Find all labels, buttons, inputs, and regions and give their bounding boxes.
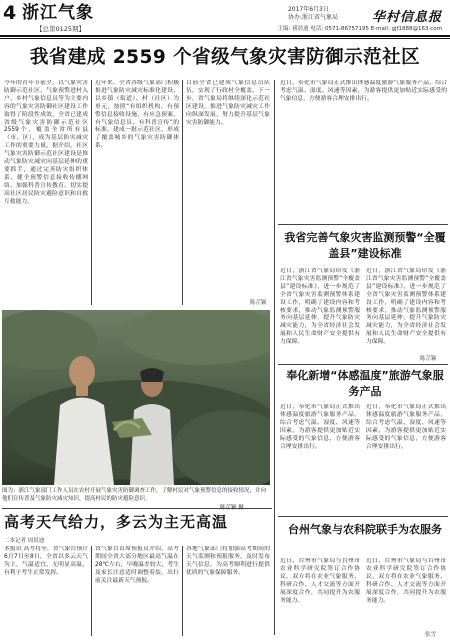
section-title: 浙江气象 xyxy=(22,3,94,23)
sidebar-top-text: 近日，奉化市气象局正式推出体感温度旅游气象服务产品，综合考虑气温、湿度、风速等因素，为游客提供更加贴近实际感受的气象信息，方便游客合理安排出行。 xyxy=(280,80,447,102)
page-number: 4 xyxy=(3,2,17,24)
news-photo xyxy=(2,310,270,485)
editor-info xyxy=(278,24,442,32)
second-article-col3: 各地气象部门将加强高考期间的天气监测和预报服务，及时发布天气信息，为高考顺利进行提供优质的气象保障服务。 xyxy=(186,546,270,576)
sidebar-divider xyxy=(274,80,275,635)
main-article-col2: 近年来，全省各级气象部门积极推进气象防灾减灾标准化建设，以乡镇（街道）、村（社区）为单元，按照“有组织机构、有预警信息接收设施、有应急预案、有气象信息员、有科普宣传”的标准，建成一批示范社区，形成了覆盖城乡的气象灾害防御体系。 xyxy=(95,80,179,150)
main-article-author: 陈芷颖 xyxy=(250,300,267,306)
sidebar-box3-col1: 近日，台州市气象局与台州市农业科学研究院签订合作协议，双方将在农业气象服务、科研合作、人才交流等方面开展深度合作，共同提升为农服务能力。 xyxy=(280,558,360,604)
publish-date: 2017年6月3日 xyxy=(287,6,329,13)
masthead xyxy=(0,0,450,38)
header-rule-thick xyxy=(0,35,450,37)
sidebar-rule xyxy=(278,364,448,365)
column-divider xyxy=(182,80,183,305)
main-article-col3: 目前全省已建成气象信息员队伍，实现了行政村全覆盖。下一步，省气象局将继续深化示范社区建设，推进气象防灾减灾工作向纵深发展，努力提升基层气象灾害防御能力。 xyxy=(186,80,270,126)
sidebar-box1-title: 我省完善气象灾害监测预警“全覆盖县”建设标准 xyxy=(284,231,446,260)
section-rule xyxy=(2,508,272,509)
second-headline: 高考天气给力，多云为主无高温 xyxy=(4,513,229,531)
main-headline: 我省建成 2559 个省级气象灾害防御示范社区 xyxy=(29,47,421,68)
sidebar-box3-col2: 近日，台州市气象局与台州市农业科学研究院签订合作协议，双方将在农业气象服务、科研合作、人才交流等方面开展深度合作，共同提升为农服务能力。 xyxy=(366,558,446,604)
sidebar-box1-col1: 近日，浙江省气象局印发《浙江省气象灾害监测预警“全覆盖县”建设标准》，进一步规范了全省气象灾害监测预警体系建设工作，明确了建设内容和考核要求，推动气象监测预警服务向基层延伸，提升气象防灾减灾能力，为全省经济社会发展和人民生命财产安全提供有力保障。 xyxy=(280,268,360,346)
dateline xyxy=(288,6,338,22)
organizer: 协办:浙江省气象局 xyxy=(287,14,338,21)
sidebar-box2-col1: 近日，奉化市气象局正式推出体感温度旅游气象服务产品，综合考虑气温、湿度、风速等因素，为游客提供更加贴近实际感受的气象信息，方便游客合理安排出行。 xyxy=(280,404,360,450)
sidebar-box1-col2: 近日，浙江省气象局印发《浙江省气象灾害监测预警“全覆盖县”建设标准》，进一步规范了全省气象灾害监测预警体系建设工作，明确了建设内容和考核要求，推动气象监测预警服务向基层延伸，提升气象防灾减灾能力，为全省经济社会发展和人民生命财产安全提供有力保障。 xyxy=(366,268,446,346)
photo-credit xyxy=(220,503,244,511)
column-divider xyxy=(182,546,183,636)
paper-logo: 华村信息报 xyxy=(371,10,442,25)
sidebar-box2-title: 奉化新增“体感温度”旅游气象服务产品 xyxy=(286,369,444,398)
second-byline: 二本记者 周晨迪 xyxy=(4,538,45,544)
header-rule-thin xyxy=(0,38,450,39)
main-article-col1: 今年的青年节前夕，以气象灾害防御示范社区、气象预警进村入户、乡村气象信息员等为主要内容的气象灾害防御社区建设工作取得了阶段性成效，全省已建成省级气象灾害防御示范社区2559个，覆盖全省所有县（市、区），成为基层防灾减灾工作的重要力量。据介绍，社区气象灾害防御示范社区建设是推动气象防灾减灾向基层延伸的重要抓手，通过完善防灾组织体系、健全预警信息接收传播网络、加强科普宣传教育，切实提高社区居民防灾避险意识和自救互救能力。 xyxy=(4,80,88,205)
second-article-col1: 本报讯 高考将至，省气象台预计6月7日至8日，全省以多云天气为主，气温适宜，无明显高温，有利于考生正常发挥。 xyxy=(4,546,88,576)
column-divider xyxy=(91,80,92,305)
sidebar-box3-title: 台州气象与农科院联手为农服务 xyxy=(288,523,442,536)
editor-phone: 电话: 0571-86757195 xyxy=(310,26,369,32)
sidebar-box1-author: 陈芷颖 xyxy=(420,356,437,362)
sidebar-box2-col2: 近日，奉化市气象局正式推出体感温度旅游气象服务产品，综合考虑气温、湿度、风速等因素，为游客提供更加贴近实际感受的气象信息，方便游客合理安排出行。 xyxy=(366,404,446,450)
sidebar-box3-author: 张雪 xyxy=(425,632,437,638)
sidebar-rule xyxy=(278,516,448,517)
second-article-col2: 省气象台首席预报员介绍，高考期间全省大部分地区最高气温在28℃左右，早晚温差较大，考生及家长注意适时调整着装，出行前关注最新天气预报。 xyxy=(95,546,179,584)
column-divider xyxy=(91,546,92,636)
sidebar-rule xyxy=(278,224,448,225)
news-photo-image xyxy=(2,310,270,485)
issue-number: 【总第0125期】 xyxy=(36,25,86,33)
editor-name: 主编: 褚晨迪 xyxy=(277,26,309,32)
photo-caption: 图为：浙江气象部门工作人员在农村开展气象灾害防御调查工作，了解村民对气象预警信息的接收情况，并向他们宣传普及气象防灾减灾知识，提高村民的防灾避险意识。 xyxy=(2,488,267,502)
editor-email: E-mail: gjf1888@163.com xyxy=(370,26,442,32)
